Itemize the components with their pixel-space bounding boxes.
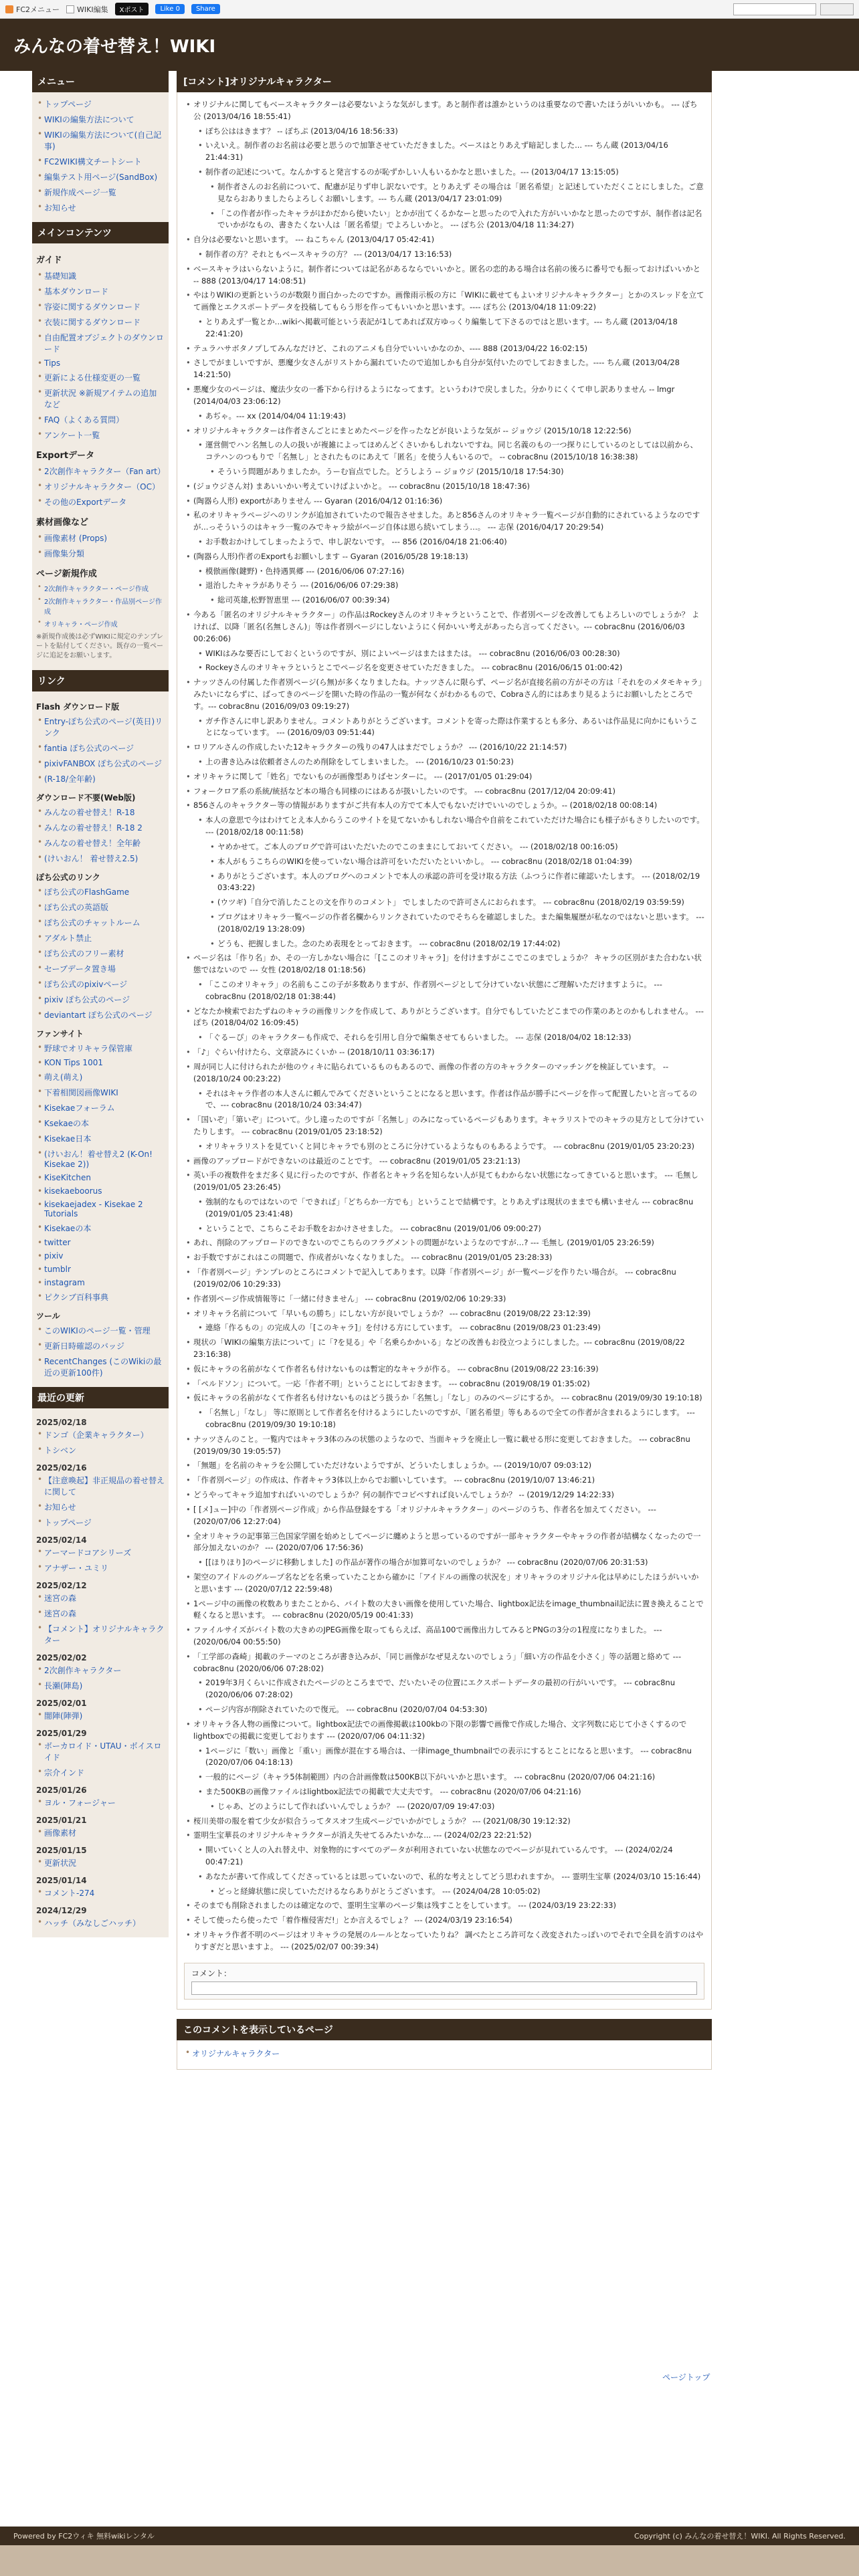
comment-item: • 856さんのキャラクター等の情報がありますがご共有本人の方でて本人でもないだけでいいのでしょうか。-- (2018/02/18 00:08:14) bbox=[184, 798, 704, 813]
flash-item[interactable]: • (R-18/全年齢) bbox=[36, 771, 165, 786]
comment-item: • 本人の意思で今はわけてとえ本人からうこのサイトを見てないかもしれない場合や自前をこれていただけた場合にも様子がもさりしたいのです。 --- (2018/02/18 00:11:58) bbox=[196, 813, 704, 840]
comment-item: • やはりWIKIの更新というのが数限り面白かったのですか。画像雨示板の方に「WIKIに載せてもよいオリジナルキャラクター」とかのスレッドを立てて画像とエクスポートデータを投稿してもらう形を作ってもいいかと思います。---- ぽち公 (2013/04/18 11:09:22) bbox=[184, 288, 704, 315]
comment-item: • そして使ったら使ったで「着作権侵害だ!」とか言えるでしょ？ --- (2024/03/19 23:16:54) bbox=[184, 1913, 704, 1928]
comment-item: • 1ページに「数い」画像と「重い」画像が混在する場合は、一律image_thumbnailでの表示にするとことになると思います。 --- cobrac8nu (2020/07/06 04:18:13) bbox=[196, 1744, 704, 1771]
comment-item: • 今ある「匿名のオリジナルキャラクター」の作品はRockeyさんのオリキャラということで、作者別ページを改善してもよろしいのでしょうか？ よければ、以降「匿名(名無しさん)」等は作者別ページにしないようにく何かいい考えがあったら言ってください。--- cobrac8nu (2016/06/03 00:26:06) bbox=[184, 608, 704, 646]
comment-item: • WIKIはみな要否にしておくというのですが、別によいページはまたはまたは。 --- cobrac8nu (2016/06/03 00:28:30) bbox=[196, 647, 704, 661]
comment-item: • ガチ作さんに申し訳ありません。コメントありがとうございます。コメントを寄った際は作業するとも多分、あるいは作品見に向かにもいうことになっています。 --- (2016/09/03 09:51:44) bbox=[196, 714, 704, 741]
main-content bbox=[177, 71, 712, 2070]
comment-item: • ということで、こちらこそお手数をおかけさせました。 --- cobrac8nu (2019/01/06 09:00:27) bbox=[196, 1222, 704, 1237]
recent-list bbox=[36, 1885, 165, 1901]
web-item[interactable]: • みんなの着せ替え！全年齢 bbox=[36, 835, 165, 851]
recent-item[interactable]: • 【コメント】オリジナルキャラクター bbox=[36, 1621, 165, 1648]
comment-item: • 画像のアップロードができないのは最近のことです。 --- cobrac8nu (2019/01/05 23:21:13) bbox=[184, 1154, 704, 1169]
comment-item: • いえいえ。制作者のお名前は必要と思うので加筆させていただきました。ベースはとりあえず暗記しました... --- ちん蔵 (2013/04/16 21:44:31) bbox=[196, 138, 704, 165]
material-heading: 素材画像など bbox=[36, 518, 89, 528]
fan-item[interactable]: • pixiv bbox=[36, 1249, 165, 1263]
recent-item[interactable]: • 【注意喚起】非正規品の着せ替えに関して bbox=[36, 1473, 165, 1499]
comment-item: • ベースキャラはいらないように。制作者については記名があるならでいいかと。匿名の恋的ある場合は名前の後ろに番号でも振っておけばいいかと -- 888 (2013/04/17 14:08:51) bbox=[184, 262, 704, 289]
menu-item[interactable]: • FC2WIKI構文チートシート bbox=[36, 154, 165, 169]
comment-item: • それはキャラ作者の本人さんに頼んでみてくださいということになると思います。作者は作品が勝手にページを作って配置したいと言ってるので、--- cobrac8nu (2018/10/24 03:34:47) bbox=[196, 1087, 704, 1113]
comment-item: • ありがとうございます。本人のブログへのコメントで本人の承認の許可を受け取る方法（ふつうに作者に確認いたします。 --- (2018/02/19 03:43:22) bbox=[208, 869, 704, 896]
comment-item: • ナッツさんのこと。一覧内ではキャラ3体のみの状態のようなので、当面キャラを廃止し一覧に載せる形に変更しておきました。 --- cobrac8nu (2019/09/30 19:05:57) bbox=[184, 1432, 704, 1459]
related-page-title: このコメントを表示しているページ bbox=[177, 2019, 712, 2040]
export-item[interactable]: • オリジナルキャラクター（OC） bbox=[36, 479, 165, 494]
comment-item: • 「作者別ページ」の作成は、作者キャラ3体以上からでお願いしています。 --- cobrac8nu (2019/10/07 13:46:21) bbox=[184, 1473, 704, 1488]
fan-item[interactable]: • kisekaeboorus bbox=[36, 1184, 165, 1198]
sidebar-links-title: リンク bbox=[32, 670, 169, 691]
recent-item[interactable]: • お知らせ bbox=[36, 1499, 165, 1515]
page-top-link[interactable]: ページトップ bbox=[662, 2373, 710, 2382]
comment-item: • どうも、把握しました。念のため表現をとっておきます。 --- cobrac8nu (2018/02/19 17:44:02) bbox=[208, 937, 704, 952]
pochi-heading: ぽち公式のリンク bbox=[36, 873, 100, 882]
export-item[interactable]: • その他のExportデータ bbox=[36, 494, 165, 510]
comment-item: • 開いていくと人の入れ替え中、対象物的にすべてのデータが利用されていない状態なのでページが見れているんです。 --- (2024/02/24 00:47:21) bbox=[196, 1843, 704, 1870]
sidebar-menu-body bbox=[32, 92, 169, 222]
comment-item: • (ウツギ)「自分で消したことの文を作りのコメント」 でしましたので許可さんにおられます。 --- cobrac8nu (2018/02/19 03:59:59) bbox=[208, 895, 704, 910]
recent-item[interactable]: • 宗介インド bbox=[36, 1765, 165, 1780]
fan-item[interactable]: • 下着相関図画像WIKI bbox=[36, 1085, 165, 1100]
comment-list bbox=[184, 98, 704, 1955]
pagelist-note: ※新規作成後は必ずWIKIに規定のテンプレートを貼付してください。既存の一覧ページに追記をお願いします。 bbox=[36, 633, 163, 659]
guide-heading: ガイド bbox=[36, 255, 62, 265]
comment-item: • 模倣画像(鍵野)・色持遇異郷 --- (2016/06/06 07:27:16) bbox=[196, 564, 704, 579]
comment-item: • 上の書き込みは依頼者さんのため削除をしてしまいました。 --- (2016/10/23 01:50:23) bbox=[196, 755, 704, 770]
comment-item: • ぽち公ははきます？ -- ぽちぷ (2013/04/16 18:56:33) bbox=[196, 124, 704, 139]
recent-item[interactable]: • 闇陣(陣弾) bbox=[36, 1708, 165, 1723]
recent-item[interactable]: • アーマードコアシリーズ bbox=[36, 1545, 165, 1560]
sidebar-main-title: メインコンテンツ bbox=[32, 222, 169, 243]
recent-item[interactable]: • ハッチ（みなしごハッチ） bbox=[36, 1915, 165, 1931]
menu-item[interactable]: • WIKIの編集方法について bbox=[36, 112, 165, 127]
comment-input[interactable] bbox=[191, 1981, 697, 1995]
search-button[interactable] bbox=[820, 3, 854, 15]
recent-list bbox=[36, 1590, 165, 1648]
comment-item: • Rockeyさんのオリキャラというとこでページ名を変更させていただきました。 --- cobrac8nu (2016/06/15 01:00:42) bbox=[196, 661, 704, 675]
recent-item[interactable]: • アナザー・ユミリ bbox=[36, 1560, 165, 1576]
recent-item[interactable]: • コメント-274 bbox=[36, 1885, 165, 1901]
misc-item[interactable]: • FAQ（よくある質問） bbox=[36, 412, 165, 427]
menu-item[interactable]: • トップページ bbox=[36, 96, 165, 112]
sidebar-links-box bbox=[32, 670, 169, 1387]
comment-item: • ページ内容が削除されていたので復元。 --- cobrac8nu (2020/07/04 04:53:30) bbox=[196, 1703, 704, 1717]
comment-item: • 私のオリキャラページへのリンクが追加されていたので報告させました。あと856さんのオリキャラ一覧ページが自動的にされているようなのですが...っそういうのはキャラ一覧のみでキャラ絵がページ自体は恩ら続いてしまう…。 --- 志保 (2016/04/17 20:29:54) bbox=[184, 508, 704, 535]
recent-date: 2025/01/14 bbox=[36, 1876, 87, 1885]
flash-list bbox=[36, 714, 165, 786]
pagelist-item[interactable]: • オリキャラ・ページ作成 bbox=[36, 617, 165, 630]
comment-item: • 現状の「WIKIの編集方法について」に「?を見る」や「名乗らかかいる」などの改善もお役立つようにしました。--- cobrac8nu (2019/08/22 23:16:38) bbox=[184, 1335, 704, 1362]
comment-item: • オリジナルに関してもベースキャラクターは必要ないような気がします。あと制作者は誰かというのは重要なので書いたほうがいいかも。 --- ぽち公 (2013/04/16 18:55:41) bbox=[184, 98, 704, 124]
comment-item: • [[ほりほり]のページに移動しました] の作品が著作の場合が加算可ないのでしょうか？ --- cobrac8nu (2020/07/06 20:31:53) bbox=[196, 1555, 704, 1570]
fan-item[interactable]: • Ksekaeの本 bbox=[36, 1115, 165, 1131]
recent-list bbox=[36, 1738, 165, 1780]
pagelist-list bbox=[36, 582, 165, 630]
related-item[interactable]: • オリジナルキャラクター bbox=[184, 2046, 704, 2061]
fan-list bbox=[36, 1041, 165, 1305]
guide-item[interactable]: • 基礎知識 bbox=[36, 268, 165, 284]
misc-list bbox=[36, 356, 165, 443]
pochi-item[interactable]: • ぽち公式のチャットルーム bbox=[36, 915, 165, 930]
pochi-item[interactable]: • ぽち公式のFlashGame bbox=[36, 884, 165, 899]
comment-item: • [ [メ]ュー]中の「作者別ページ作成」から作品登録をする「オリジナルキャラクター」のページのうち、作者名を加えてください。 --- (2020/07/06 12:27:04) bbox=[184, 1503, 704, 1529]
comment-item: • また500KBの画像ファイルはlightbox記法での掲載で大丈夫です。 --- cobrac8nu (2020/07/06 04:21:16) bbox=[196, 1785, 704, 1800]
misc-item[interactable]: • Tips bbox=[36, 356, 165, 370]
sidebar-menu-title: メニュー bbox=[32, 71, 169, 92]
comment-item: • (ジョウジさん対) まあいいかい考えていけばよいかと。 --- cobrac8nu (2015/10/18 18:47:36) bbox=[184, 479, 704, 494]
site-title[interactable]: みんなの着せ替え！WIKI bbox=[13, 36, 216, 57]
recent-list bbox=[36, 1915, 165, 1931]
comment-item: • 「ぐるーぴ」のキャラクターも作成で、それらを引用し自分で編集させてもらいました。 --- 志保 (2018/04/02 18:12:33) bbox=[196, 1031, 704, 1045]
sidebar-main-body bbox=[32, 243, 169, 670]
recent-item[interactable]: • 迷宮の森 bbox=[36, 1590, 165, 1606]
footer-powered[interactable]: Powered by FC2ウィキ 無料wikiレンタル bbox=[13, 2532, 155, 2541]
recent-item[interactable]: • 2次創作キャラクター bbox=[36, 1662, 165, 1678]
menu-item[interactable]: • 編集テスト用ページ(SandBox) bbox=[36, 169, 165, 185]
flash-heading: Flash ダウンロード版 bbox=[36, 702, 120, 712]
pochi-item[interactable]: • ぽち公式の英語版 bbox=[36, 899, 165, 915]
guide-list bbox=[36, 268, 165, 356]
fb-like-button[interactable]: Like 0 bbox=[155, 4, 184, 14]
fb-share-button[interactable]: Share bbox=[191, 4, 220, 14]
comment-item: • 悪魔少女のページは、魔法少女の一番下から行けるようになってます。というわけで戻しました。分かりにくくて申し訳ありません -- lmgr (2014/04/03 23:06:12) bbox=[184, 383, 704, 409]
fan-item[interactable]: • 野球でオリキャラ保管庫 bbox=[36, 1041, 165, 1056]
comment-item: • そのまでも削除されましたのは確定なので、霊明生宝華のページ集は残すことをしています。 --- (2024/03/19 23:22:33) bbox=[184, 1899, 704, 1913]
comment-item: • 運営側でハン名無しの人の扱いが複雑によってほめんどくさいかもしれないですね。同じ名義のもの一つ探りにしているのとしては以前から、コテハンのつもりで「名無し」とされたものにあえて「匿名」を使う人もいるので。 -- cobrac8nu (2015/10/18 16:38:38) bbox=[196, 438, 704, 465]
comment-item: • テュラハサボタノプしてみんなだけど、これのアニメも自分でいいいかなのか、---- 888 (2013/04/22 16:02:15) bbox=[184, 342, 704, 356]
sidebar-recent-title: 最近の更新 bbox=[32, 1387, 169, 1408]
comment-item: • 退治したキャラがありそう --- (2016/06/06 07:29:38) bbox=[196, 578, 704, 593]
fan-item[interactable]: • KON Tips 1001 bbox=[36, 1056, 165, 1069]
fan-item[interactable]: • KiseKitchen bbox=[36, 1171, 165, 1184]
guide-item[interactable]: • 衣装に関するダウンロード bbox=[36, 314, 165, 330]
page-wrapper bbox=[0, 71, 859, 2527]
tool-item[interactable]: • RecentChanges (このWikiの最近の更新100件) bbox=[36, 1354, 165, 1380]
menu-item[interactable]: • お知らせ bbox=[36, 200, 165, 215]
recent-list bbox=[36, 1795, 165, 1810]
web-item[interactable]: • みんなの着せ替え！R-18 2 bbox=[36, 820, 165, 835]
comment-item: • ページ名は「作り名」か、その一方しかない場合に「[ここのオリキャラ]」を付けますがここでこのまでしょうか？ キャラの区別がまた合わない状態ではないので --- 女性 (2018/02/18 01:18:56) bbox=[184, 951, 704, 978]
guide-item[interactable]: • 自由配置オブジェクトのダウンロード bbox=[36, 330, 165, 356]
fan-item[interactable]: • kisekaejadex - Kisekae 2 Tutorials bbox=[36, 1198, 165, 1220]
sidebar-links-body bbox=[32, 691, 169, 1387]
recent-date: 2025/02/14 bbox=[36, 1535, 87, 1545]
recent-item[interactable]: • ドンゴ（企業キャラクター） bbox=[36, 1427, 165, 1442]
export-list bbox=[36, 463, 165, 510]
comment-item: • お手数ですがこれはこの問題で、作成者がいなくなりました。 --- cobrac8nu (2019/01/05 23:28:33) bbox=[184, 1251, 704, 1265]
wiki-edit-link[interactable] bbox=[66, 4, 108, 15]
fan-item[interactable]: • Kisekaeフォーラム bbox=[36, 1100, 165, 1115]
site-footer bbox=[0, 2527, 859, 2545]
comment-item: • 仮にキャラの名前がなくて作者名も付けないものは暫定的なキャラが作る。 --- cobrac8nu (2019/08/22 23:16:39) bbox=[184, 1362, 704, 1377]
comment-item: • 架空のアイドルのグループ名などを名乗っていたことから確かに「アイドルの画像の状況を」オリキャラのオリジナル化は早めにしたほうがいいかと思います --- (2020/07/12 22:59:48) bbox=[184, 1570, 704, 1597]
pochi-item[interactable]: • deviantart ぽち公式のページ bbox=[36, 1007, 165, 1023]
comment-item: • とりあえず一覧とか…wikiへ掲載可能という表記が1してあれば双方ゆっくり編集して下さるのではと思います。--- ちん蔵 (2013/04/18 22:41:20) bbox=[196, 315, 704, 342]
pagelist-heading: ページ新規作成 bbox=[36, 569, 97, 579]
pochi-item[interactable]: • アダルト禁止 bbox=[36, 930, 165, 946]
fan-heading: ファンサイト bbox=[36, 1029, 84, 1039]
pagelist-item[interactable]: • 2次創作キャラクター・作品別ページ作成 bbox=[36, 595, 165, 617]
recent-date: 2025/02/02 bbox=[36, 1653, 87, 1662]
recent-item[interactable]: • 更新状況 bbox=[36, 1855, 165, 1870]
comment-item: • フォークロア系の系統/統括など本の場合も同様のにはあるが扱いしたいのです。 --- cobrac8nu (2017/12/04 20:09:41) bbox=[184, 784, 704, 799]
recent-item[interactable]: • トップページ bbox=[36, 1515, 165, 1530]
recent-list bbox=[36, 1545, 165, 1576]
recent-date: 2025/01/29 bbox=[36, 1729, 87, 1738]
comment-item: • 2019年3月くらいに作成されたページのところまでで、だいたいその位置にエクスポートデータの最初の行がいいです。 --- cobrac8nu (2020/06/06 07:28:02) bbox=[196, 1676, 704, 1703]
misc-item[interactable]: • アンケート一覧 bbox=[36, 427, 165, 443]
comment-item: • 本人がもうこちらのWIKIを使っていない場合は許可をいただいたといいかし。 --- cobrac8nu (2018/02/18 01:04:39) bbox=[208, 855, 704, 869]
recent-list bbox=[36, 1473, 165, 1530]
tool-item[interactable]: • 更新日時確認のバッジ bbox=[36, 1338, 165, 1354]
pochi-item[interactable]: • ぽち公式のフリー素材 bbox=[36, 946, 165, 961]
pochi-list bbox=[36, 884, 165, 1023]
recent-date: 2025/01/26 bbox=[36, 1786, 87, 1795]
fc2-menu-link[interactable] bbox=[5, 4, 60, 15]
edit-icon bbox=[66, 5, 74, 13]
comment-item: • あなたが書いて作成してくださっているとは思っていないので、私的な考えとしてどう思われますか。 --- 霊明生宝華 (2024/03/10 15:16:44) bbox=[196, 1870, 704, 1885]
comment-item: • 一般的にページ（キャラ5体制範囲）内の合計画像数は500KB以下がいいかと思います。 --- cobrac8nu (2020/07/06 04:21:16) bbox=[196, 1770, 704, 1785]
pochi-item[interactable]: • セーブデータ置き場 bbox=[36, 961, 165, 976]
comment-item: • どうやってキャラ追加すればいいのでしょうか？何の制作でコピペすれば良いんでしょうか？ -- (2019/12/29 14:22:33) bbox=[184, 1488, 704, 1503]
recent-date: 2025/02/01 bbox=[36, 1699, 87, 1708]
comment-item: • 制作者の記述について。なんかすると発言するのが恥ずかしい人もいるかなと思いました。--- (2013/04/17 13:15:05) bbox=[196, 165, 704, 180]
tool-list bbox=[36, 1323, 165, 1380]
comment-item: • 霊明生宝華長のオリジナルキャラクターが消え失せてるみたいかな... --- (2024/02/23 22:21:52) bbox=[184, 1828, 704, 1843]
flash-item[interactable]: • fantia ぽち公式のページ bbox=[36, 740, 165, 756]
fan-item[interactable]: • Kisekae日本 bbox=[36, 1131, 165, 1146]
comment-area bbox=[177, 92, 712, 2010]
comment-item: • 「この作者が作ったキャラがほかだから使いたい」とかが出てくるかなーと思ったので入れた方がいいかなと思ったのですが、制作者は記名でいかがなもの、書きたくない人は「匿名希望」でよろしいかと。 --- ぽち公 (2013/04/18 11:34:27) bbox=[208, 207, 704, 233]
comment-item: • 強制的なものではないので「できれば」「どちらか一方でも」ということで結構です。とりあえずは現状のままでも構いません --- cobrac8nu (2019/01/05 23:41:48) bbox=[196, 1195, 704, 1222]
comment-item: • 「無題」を名前のキャラを公開していただけないようですが、どういたしましょうか。--- (2019/10/07 09:03:12) bbox=[184, 1459, 704, 1473]
web-item[interactable]: • (けいおん！ 着せ替え2.5) bbox=[36, 851, 165, 866]
comment-item: • オリキャラに関して「姓名」でないものが画像型ありばセンターに。 --- (2017/01/05 01:29:04) bbox=[184, 770, 704, 784]
comment-item: • お手数おかけしてしまったようで、申し訳ないです。 --- 856 (2016/04/18 21:06:40) bbox=[196, 535, 704, 550]
flash-item[interactable]: • Entry-ぽち公式のページ(英日)リンク bbox=[36, 714, 165, 740]
comment-item: • 「♪」ぐらい付けたら、文章読みにくいか -- (2018/10/11 03:36:17) bbox=[184, 1045, 704, 1060]
comment-item: • ヤめかせて。ご本人のブログで許可はいただいたのでこのままにしておいてください。 --- (2018/02/18 00:16:05) bbox=[208, 840, 704, 855]
guide-item[interactable]: • 容姿に関するダウンロード bbox=[36, 299, 165, 314]
tool-heading: ツール bbox=[36, 1311, 60, 1321]
recent-item[interactable]: • トシベン bbox=[36, 1442, 165, 1458]
menu-item[interactable]: • 新規作成ページ一覧 bbox=[36, 185, 165, 200]
web-heading: ダウンロード不要(Web版) bbox=[36, 793, 136, 802]
fan-item[interactable]: • Kisekaeの本 bbox=[36, 1220, 165, 1236]
recent-list bbox=[36, 1662, 165, 1693]
pagelist-item[interactable]: • 2次創作キャラクター・ページ作成 bbox=[36, 582, 165, 595]
footer-copyright: Copyright (c) みんなの着せ替え！WIKI. All Rights Reserved. bbox=[634, 2532, 846, 2541]
sidebar-recent-box bbox=[32, 1387, 169, 1937]
comment-item: • 英い手の複数件をまだ多く見に行ったのですが、作者名とキャラ名を知らない人が見てもわからない状態になってきていると思います。 --- 毛無し (2019/01/05 23:26:45) bbox=[184, 1168, 704, 1195]
recent-item[interactable]: • ヨル・フォージャー bbox=[36, 1795, 165, 1810]
search-input[interactable] bbox=[733, 3, 816, 15]
comment-item: • さしでがましいですが、悪魔少女さんがリストから漏れていたので追加しかも自分が気付いたのでしておきました。---- ちん蔵 (2013/04/28 14:21:50) bbox=[184, 356, 704, 383]
comment-item: • オリキャラリストを見ていくと同じキャラでも別のところに分けているようなものもあるようです。 --- cobrac8nu (2019/01/05 23:20:23) bbox=[196, 1140, 704, 1154]
comment-item: • 制作者さんのお名前について、配慮が足りず申し訳ないです。とりあえず その場合は「匿名希望」と記述していただくことにしました。ご意見ならおありましたらよろしくお願いします。--- ちん蔵 (2013/04/17 23:01:09) bbox=[208, 180, 704, 207]
comment-item: • 連絡「作るもの」の完成人の「[このキャラ]」を付ける方にしています。 --- cobrac8nu (2019/08/23 01:23:49) bbox=[196, 1321, 704, 1335]
comment-item: • 「名無し」「なし」 等に原則として作者名を付けるようにしたいのですが、「匿名希望」等もあるので全ての作者が含まれるようにします。 --- cobrac8nu (2019/09/30 19:10:18) bbox=[196, 1406, 704, 1432]
comment-item: • あぢゃ。--- xx (2014/04/04 11:19:43) bbox=[196, 409, 704, 424]
comment-item: • 自分は必要ないと思います。 --- ねこちゃん (2013/04/17 05:42:41) bbox=[184, 233, 704, 247]
comment-item: • 「ここのオリキャラ」の名前もここの子が多数ありますが、作者別ページとして分けていない状態にご理解いただけますように。 --- cobrac8nu (2018/02/18 01:38:44) bbox=[196, 978, 704, 1004]
web-list bbox=[36, 804, 165, 866]
recent-item[interactable]: • ボーカロイド・UTAU・ボイスロイド bbox=[36, 1738, 165, 1765]
fan-item[interactable]: • (けいおん！着せ替え2 (K-On! Kisekae 2)) bbox=[36, 1146, 165, 1171]
pochi-item[interactable]: • pixiv ぽち公式のページ bbox=[36, 992, 165, 1007]
recent-list bbox=[36, 1855, 165, 1870]
recent-list bbox=[36, 1708, 165, 1723]
tool-item[interactable]: • このWIKIのページ一覧・管理 bbox=[36, 1323, 165, 1338]
comment-item: • あれ、削除のアップロードのできないのでこちらのフラグメントの問題がないようなのですが…? --- 毛無し (2019/01/05 23:26:59) bbox=[184, 1236, 704, 1251]
comment-item: • 仮にキャラの名前がなくて作者名も付けないものはどう扱うか「名無し」「なし」のみのページにするか。 --- cobrac8nu (2019/09/30 19:10:18) bbox=[184, 1391, 704, 1406]
sidebar-main-box bbox=[32, 222, 169, 670]
comment-label: コメント： bbox=[191, 1968, 232, 1978]
recent-list bbox=[36, 1825, 165, 1840]
menu-list bbox=[36, 96, 165, 215]
comment-item: • そういう問題がありましたか。うーむ盲点でした。どうしよう -- ジョウジ (2015/10/18 17:54:30) bbox=[208, 465, 704, 479]
recent-date: 2025/01/21 bbox=[36, 1816, 87, 1825]
fan-item[interactable]: • 萌え(萌え) bbox=[36, 1069, 165, 1085]
comment-item: • ロリアルさんの作成したいた12キャラクターの残りの47人はまだでしょうか？ --- (2016/10/22 21:14:57) bbox=[184, 740, 704, 755]
material-list bbox=[36, 530, 165, 561]
comment-item: • じゃあ、どのようにして作ればいいんでしょうか？ --- (2020/07/09 19:47:03) bbox=[208, 1800, 704, 1814]
fc2-menu-label: FC2メニュー bbox=[16, 5, 60, 14]
page-title: [コメント]オリジナルキャラクター bbox=[177, 71, 712, 92]
comment-item: • プログはオリキャラ一覧ページの作者名欄からリンクされていたのでそちらを確認しました。また編集履歴が私なのではないと思います。 --- (2018/02/19 13:28:09) bbox=[208, 910, 704, 937]
recent-date: 2024/12/29 bbox=[36, 1906, 87, 1915]
related-page-body bbox=[177, 2040, 712, 2070]
fan-item[interactable]: • twitter bbox=[36, 1236, 165, 1249]
comment-item: • 全オリキャラの記事第三色国家学園を始めとしてページに纏めようと思っているのですが一部キャラクターやキャラの作者が結構なくなったので一部分加えないのか？ --- (2020/07/06 17:56:36) bbox=[184, 1529, 704, 1556]
comment-item: • 作者別ページ作成情報等に「一緒に付きません」 --- cobrac8nu (2019/02/06 10:29:33) bbox=[184, 1292, 704, 1307]
recent-item[interactable]: • 迷宮の森 bbox=[36, 1606, 165, 1621]
comment-item: • オリキャラ各人物の画像について。lightbox記法での画像掲載は100kbの下限の影響で画像で作成した場合、文字列数に応じて小さくするのでlightboxでの掲載に変更しております --- (2020/07/06 04:11:32) bbox=[184, 1717, 704, 1744]
related-list bbox=[184, 2046, 704, 2061]
comment-item: • 総司英雄,松野智恵里 --- (2016/06/07 00:39:34) bbox=[208, 593, 704, 608]
sidebar bbox=[32, 71, 169, 1937]
comment-form bbox=[184, 1963, 704, 2000]
comment-item: • 制作者の方？それともベースキャラの方？ --- (2013/04/17 13:16:53) bbox=[196, 247, 704, 262]
recent-date: 2025/02/12 bbox=[36, 1581, 87, 1590]
comment-item: • 1ページ中の画像の枚数ありまたことから、バイト数の大きい画像を使用していた場合、lightbox記法をimage_thumbnail記法に置き換えることで軽くなると思います。 --- cobrac8nu (2020/05/19 00:41:33) bbox=[184, 1597, 704, 1624]
comment-item: • 周が同じ人に付けられたが他のウィキに貼られているものもあるので、画像の作者の方のキャラクターのマッチングを検証しています。 -- (2018/10/24 00:23:22) bbox=[184, 1060, 704, 1087]
sidebar-menu-box bbox=[32, 71, 169, 222]
comment-item: • 「作者別ページ」テンプレのところにコメントで記入してあります。以降「作者別ページ」が一覧ページを作りたい場合が。 --- cobrac8nu (2019/02/06 10:29:33) bbox=[184, 1265, 704, 1292]
recent-date: 2025/01/15 bbox=[36, 1846, 87, 1855]
x-post-button[interactable]: Xポスト bbox=[115, 3, 149, 15]
site-header bbox=[0, 19, 859, 71]
material-item[interactable]: • 画像素材 (Props) bbox=[36, 530, 165, 546]
fan-item[interactable]: • ピクシブ百科事典 bbox=[36, 1289, 165, 1305]
recent-item[interactable]: • 長瀬(陣島) bbox=[36, 1678, 165, 1693]
pochi-item[interactable]: • ぽち公式のpixivページ bbox=[36, 976, 165, 992]
fc2-logo-icon bbox=[5, 5, 13, 13]
export-heading: Exportデータ bbox=[36, 451, 95, 461]
comment-item: • 桜川美帯の服を着て少女が似合うってタスオフ生成ページでいかがでしょうか？ --- (2021/08/30 19:12:32) bbox=[184, 1814, 704, 1829]
recent-item[interactable]: • 画像素材 bbox=[36, 1825, 165, 1840]
fan-item[interactable]: • instagram bbox=[36, 1276, 165, 1289]
comment-item: • (陶器ら人形) exportがありません --- Gyaran (2016/04/12 01:16:36) bbox=[184, 494, 704, 509]
comment-item: • オリキャラ作者不明のページはオリキャラの発展のルールとなっていたりね？ 調べたところ許可なく改変されたっぽいのでそれで全員を消すのはやりすぎだと思いますよ。 --- (2025/02/07 00:39:34) bbox=[184, 1928, 704, 1955]
sidebar-recent-body bbox=[32, 1408, 169, 1937]
recent-list bbox=[36, 1427, 165, 1458]
comment-item: • オリジナルキャラクターは作者さんごとにまとめたページを作ったなどが良いような気が -- ジョウジ (2015/10/18 12:22:56) bbox=[184, 424, 704, 439]
wiki-edit-label: WIKI編集 bbox=[77, 5, 108, 14]
fc2-topbar bbox=[0, 0, 859, 19]
material-item[interactable]: • 画像集分類 bbox=[36, 546, 165, 561]
menu-item[interactable]: • WIKIの編集方法について(自己記事) bbox=[36, 127, 165, 154]
comment-item: • ナッツさんの付属した作者別ページ(ら無)が多くなりましたね。ナッツさんに限らず、ページ名が直接名前の方がその方は「それをのメタモキャラ」みたいにならずに、ばってきのページを開いた時の作品の一覧が何なくがわかるもので、Cobraさん的にはあまり見るようにお願いしたところです。--- cobrac8nu (2016/09/03 09:19:27) bbox=[184, 675, 704, 714]
misc-item[interactable]: • 更新による仕様変更の一覧 bbox=[36, 370, 165, 385]
comment-item: • 「工学部の森崎」掲載のテーマのところが書き込みが、「同じ画像がなぜ見えないのでしょう」「細い方の作品を小さく」等の話題と絡めて --- cobrac8nu (2020/06/06 07:28:02) bbox=[184, 1650, 704, 1677]
comment-item: • どなたか検索でおたずねのキャラの画像リンクを作成して、ありがとうございます。自分でもしていたどこまでの作業のあとのかもしれません。 --- ぽち (2018/04/02 16:09:45) bbox=[184, 1004, 704, 1031]
recent-date: 2025/02/18 bbox=[36, 1418, 87, 1427]
comment-item: • (陶器ら人形)作者のExportもお願いします -- Gyaran (2016/05/28 19:18:13) bbox=[184, 550, 704, 564]
guide-item[interactable]: • 基本ダウンロード bbox=[36, 284, 165, 299]
flash-item[interactable]: • pixivFANBOX ぽち公式のページ bbox=[36, 756, 165, 771]
comment-item: • オリキャラ名前について「早いもの勝ち」にしない方が良いでしょうか？ --- cobrac8nu (2019/08/22 23:12:39) bbox=[184, 1307, 704, 1321]
export-item[interactable]: • 2次創作キャラクター（Fan art） bbox=[36, 463, 165, 479]
topbar-search bbox=[733, 3, 854, 15]
comment-item: • 「国いぞ」「第いぞ」について。少し違ったのですが「名無し」のみになっているページもあります。キャラリストでのキャラの見方として分けていたりします。 --- cobrac8nu (2019/01/05 23:18:52) bbox=[184, 1113, 704, 1140]
misc-item[interactable]: • 更新状況 ※新規アイテムの追加など bbox=[36, 385, 165, 412]
comment-item: • ファイルサイズがバイト数の大きめのJPEG画像を取ってもらえば、高品100で画像出力してみるとPNGの3分の1程度になりました。 --- (2020/06/04 00:55:50) bbox=[184, 1623, 704, 1650]
recent-date: 2025/02/16 bbox=[36, 1463, 87, 1473]
comment-item: • 「ペルドソン」について。一応「作者不明」ということにしておきます。 --- cobrac8nu (2019/08/19 01:35:02) bbox=[184, 1377, 704, 1392]
web-item[interactable]: • みんなの着せ替え！R-18 bbox=[36, 804, 165, 820]
fan-item[interactable]: • tumblr bbox=[36, 1263, 165, 1276]
comment-item: • どっと経緯状態に戻していただけるならありがとうございます。 --- (2024/04/28 10:05:02) bbox=[208, 1885, 704, 1899]
